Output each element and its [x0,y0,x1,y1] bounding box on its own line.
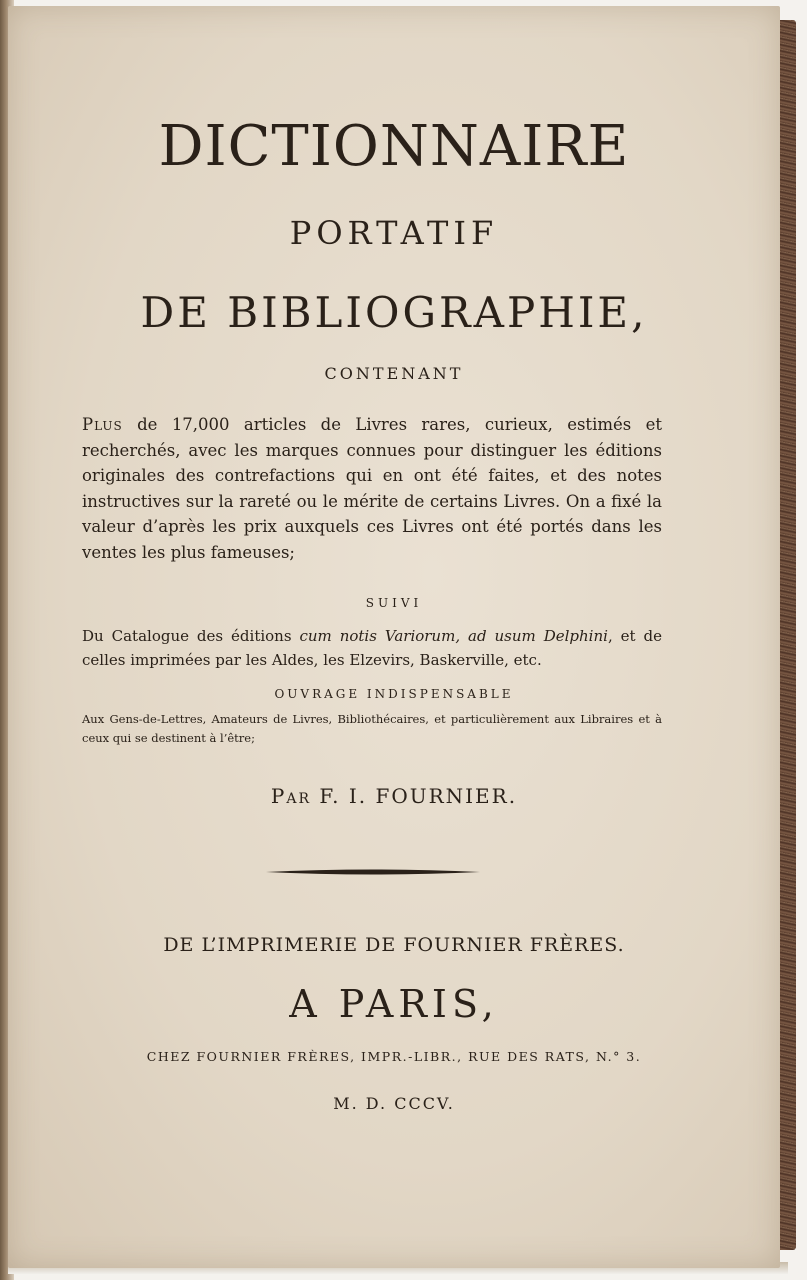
city-line: A PARIS, [289,982,499,1026]
description-text: de 17,000 articles de Livres rares, curieux, estimés et recherchés, avec les marques connues pour distinguer les éditions originales des contrefactions qui en ont été faites, et des notes instructives sur la rareté ou le mérite de certains Livres. On a fixé la valeur d’après les prix auxquels ces Livres ont été portés dans les ventes les plus fameuses; [82,415,662,562]
catalogue-paragraph [82,624,662,672]
catalogue-text-italic: cum notis Variorum, ad usum Delphini [299,627,608,645]
ouvrage-heading: OUVRAGE INDISPENSABLE [274,687,514,701]
book-title: DICTIONNAIRE [158,114,630,179]
ornamental-rule [266,868,480,876]
subtitle-portatif: PORTATIF [289,214,499,252]
author-name: F. I. FOURNIER. [311,784,518,808]
description-paragraph [82,412,662,565]
catalogue-text-a: Du Catalogue des éditions [82,627,300,645]
suivi-heading: SUIVI [365,596,423,610]
catalogue-text-b: , et de celles imprimées par les Aldes, les Elzevirs, Baskerville, etc. [82,627,662,669]
author-par: Par [270,784,312,808]
publisher-line: CHEZ FOURNIER FRÈRES, IMPR.-LIBR., RUE DES RATS, N.° 3. [146,1049,642,1064]
subtitle-bibliographie: DE BIBLIOGRAPHIE, [140,288,648,337]
title-page [8,6,780,1268]
contenant-heading: CONTENANT [324,364,464,383]
author-line [8,784,780,808]
publication-date: M. D. CCCV. [333,1094,455,1113]
audience-paragraph: Aux Gens-de-Lettres, Amateurs de Livres, Bibliothécaires, et particulièrement aux Libraires et à ceux qui se destinent à l’être; [82,712,662,745]
imprimerie-line: DE L’IMPRIMERIE DE FOURNIER FRÈRES. [163,934,625,956]
description-lead: Plus [82,415,123,434]
